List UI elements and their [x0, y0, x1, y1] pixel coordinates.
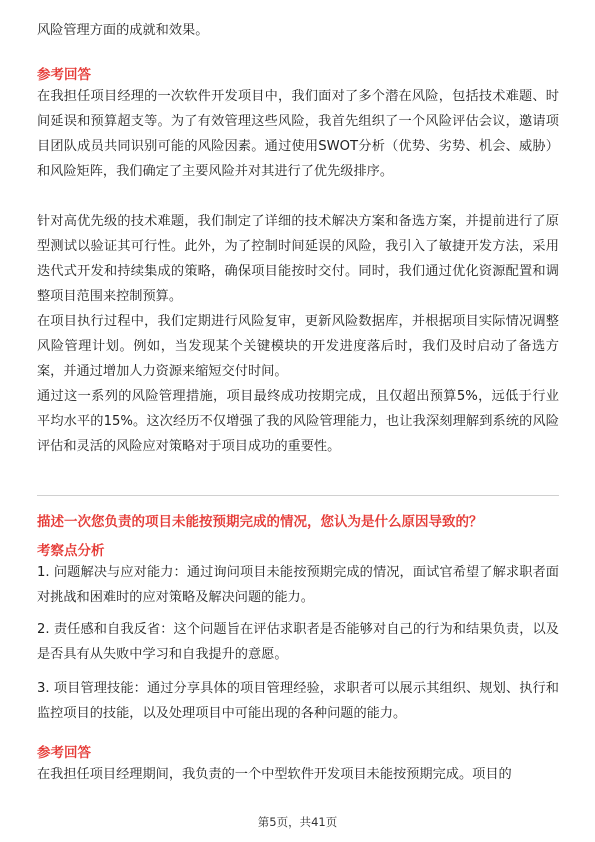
question2-title: 描述一次您负责的项目未能按预期完成的情况，您认为是什么原因导致的？: [37, 514, 483, 530]
analysis-point: 3. 项目管理技能：通过分享具体的项目管理经验，求职者可以展示其组织、规划、执行和监控项目的技能，以及处理项目中可能出现的各种问题的能力。: [37, 681, 559, 721]
page-number-footer: 第5页，共41页: [257, 815, 338, 829]
analysis-point: 2. 责任感和自我反省：这个问题旨在评估求职者是否能够对自己的行为和结果负责，以及是否具有从失败中学习和自我提升的意愿。: [37, 622, 559, 662]
answer1-paragraph: 在项目执行过程中，我们定期进行风险复审，更新风险数据库，并根据项目实际情况调整风险管理计划。例如，当发现某个关键模块的开发进度落后时，我们及时启动了备选方案，并通过增加人力资源来缩短交付时间。: [37, 314, 559, 379]
answer1-paragraph: 在我担任项目经理的一次软件开发项目中，我们面对了多个潜在风险，包括技术难题、时间延误和预算超支等。为了有效管理这些风险，我首先组织了一个风险评估会议，邀请项目团队成员共同识别可能的风险因素。通过使用SWOT分析（优势、劣势、机会、威胁）和风险矩阵，我们确定了主要风险并对其进行了优先级排序。: [37, 89, 559, 179]
section-divider: [37, 495, 559, 496]
answer1-paragraph: 针对高优先级的技术难题，我们制定了详细的技术解决方案和备选方案，并提前进行了原型测试以验证其可行性。此外，为了控制时间延误的风险，我引入了敏捷开发方法，采用迭代式开发和持续集成的策略，确保项目能按时交付。同时，我们通过优化资源配置和调整项目范围来控制预算。: [37, 214, 559, 304]
answer2-start-text: 在我担任项目经理期间，我负责的一个中型软件开发项目未能按预期完成。项目的: [37, 767, 512, 782]
intro-tail-text: 风险管理方面的成就和效果。: [37, 23, 209, 38]
analysis-point: 1. 问题解决与应对能力：通过询问项目未能按预期完成的情况，面试官希望了解求职者面对挑战和困难时的应对策略及解决问题的能力。: [37, 565, 559, 605]
answer1-paragraph: 通过这一系列的风险管理措施，项目最终成功按期完成，且仅超出预算5%，远低于行业平均水平的15%。这次经历不仅增强了我的风险管理能力，也让我深刻理解到系统的风险评估和灵活的风险应对策略对于项目成功的重要性。: [37, 389, 559, 454]
answer1-heading: 参考回答: [37, 67, 91, 83]
answer2-heading: 参考回答: [37, 745, 91, 761]
analysis-heading: 考察点分析: [37, 543, 105, 559]
